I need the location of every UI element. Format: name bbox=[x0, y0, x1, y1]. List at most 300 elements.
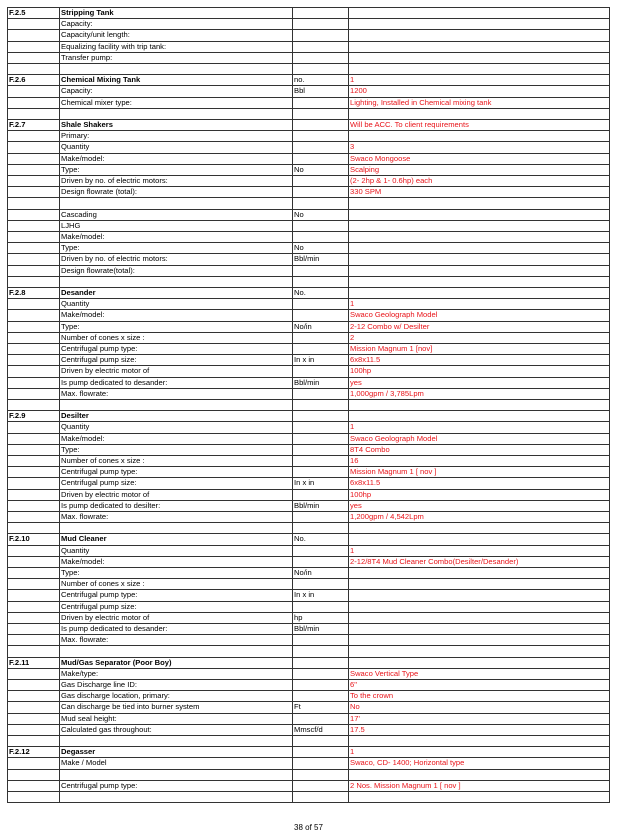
section-number bbox=[8, 366, 60, 377]
value: Scalping bbox=[349, 164, 610, 175]
item-label: Centrifugal pump type: bbox=[60, 590, 293, 601]
item-label: Centrifugal pump type: bbox=[60, 344, 293, 355]
value bbox=[349, 646, 610, 657]
unit: hp bbox=[293, 612, 349, 623]
value bbox=[349, 131, 610, 142]
section-header-row bbox=[8, 120, 610, 131]
table-row bbox=[8, 489, 610, 500]
value bbox=[349, 601, 610, 612]
value bbox=[349, 568, 610, 579]
value: Will be ACC. To client requirements bbox=[349, 120, 610, 131]
section-number: F.2.6 bbox=[8, 75, 60, 86]
item-label: Max. flowrate: bbox=[60, 512, 293, 523]
unit bbox=[293, 422, 349, 433]
unit: No/in bbox=[293, 568, 349, 579]
unit bbox=[293, 758, 349, 769]
unit bbox=[293, 792, 349, 803]
section-number bbox=[8, 467, 60, 478]
unit: no. bbox=[293, 75, 349, 86]
item-label: Chemical mixer type: bbox=[60, 97, 293, 108]
section-header-row bbox=[8, 75, 610, 86]
section-number bbox=[8, 758, 60, 769]
unit bbox=[293, 19, 349, 30]
item-label: Degasser bbox=[60, 747, 293, 758]
unit bbox=[293, 601, 349, 612]
table-row bbox=[8, 164, 610, 175]
item-label: Quantity bbox=[60, 545, 293, 556]
item-label: Make/model: bbox=[60, 556, 293, 567]
value: 2 bbox=[349, 332, 610, 343]
table-row bbox=[8, 276, 610, 287]
item-label: Centrifugal pump type: bbox=[60, 780, 293, 791]
section-header-row bbox=[8, 657, 610, 668]
unit bbox=[293, 299, 349, 310]
item-label: Is pump dedicated to desander: bbox=[60, 377, 293, 388]
section-number bbox=[8, 19, 60, 30]
unit: Bbl/min bbox=[293, 377, 349, 388]
unit bbox=[293, 366, 349, 377]
value: 330 SPM bbox=[349, 187, 610, 198]
item-label: Type: bbox=[60, 321, 293, 332]
unit: Bbl/min bbox=[293, 500, 349, 511]
table-row bbox=[8, 467, 610, 478]
value bbox=[349, 612, 610, 623]
item-label: Max. flowrate: bbox=[60, 635, 293, 646]
item-label bbox=[60, 108, 293, 119]
item-label: Centrifugal pump size: bbox=[60, 601, 293, 612]
section-number bbox=[8, 276, 60, 287]
unit: In x in bbox=[293, 355, 349, 366]
table-row bbox=[8, 556, 610, 567]
value bbox=[349, 534, 610, 545]
section-number bbox=[8, 176, 60, 187]
unit: No/in bbox=[293, 321, 349, 332]
section-number bbox=[8, 489, 60, 500]
table-row bbox=[8, 254, 610, 265]
section-number bbox=[8, 332, 60, 343]
section-number bbox=[8, 153, 60, 164]
value bbox=[349, 736, 610, 747]
section-number bbox=[8, 355, 60, 366]
section-number bbox=[8, 433, 60, 444]
unit: No bbox=[293, 243, 349, 254]
table-row bbox=[8, 624, 610, 635]
item-label: Desilter bbox=[60, 411, 293, 422]
value: 3 bbox=[349, 142, 610, 153]
table-row bbox=[8, 232, 610, 243]
value bbox=[349, 243, 610, 254]
section-number: F.2.7 bbox=[8, 120, 60, 131]
item-label: Capacity: bbox=[60, 86, 293, 97]
value: Swaco, CD- 1400; Horizontal type bbox=[349, 758, 610, 769]
section-number bbox=[8, 299, 60, 310]
table-row bbox=[8, 724, 610, 735]
section-number bbox=[8, 713, 60, 724]
section-number: F.2.10 bbox=[8, 534, 60, 545]
section-header-row bbox=[8, 411, 610, 422]
table-row bbox=[8, 366, 610, 377]
table-row bbox=[8, 769, 610, 780]
table-row bbox=[8, 601, 610, 612]
unit bbox=[293, 198, 349, 209]
section-number bbox=[8, 41, 60, 52]
table-row bbox=[8, 500, 610, 511]
unit bbox=[293, 52, 349, 63]
value bbox=[349, 220, 610, 231]
unit: No. bbox=[293, 288, 349, 299]
section-header-row bbox=[8, 534, 610, 545]
value: Swaco Geolograph Model bbox=[349, 310, 610, 321]
table-row bbox=[8, 176, 610, 187]
value: 1 bbox=[349, 75, 610, 86]
unit: No. bbox=[293, 534, 349, 545]
table-row bbox=[8, 52, 610, 63]
table-row bbox=[8, 344, 610, 355]
item-label: Stripping Tank bbox=[60, 8, 293, 19]
value bbox=[349, 209, 610, 220]
value bbox=[349, 579, 610, 590]
value bbox=[349, 108, 610, 119]
item-label: Mud seal height: bbox=[60, 713, 293, 724]
table-row bbox=[8, 680, 610, 691]
unit bbox=[293, 153, 349, 164]
table-row bbox=[8, 702, 610, 713]
item-label: Number of cones x size : bbox=[60, 332, 293, 343]
item-label: Type: bbox=[60, 568, 293, 579]
unit bbox=[293, 523, 349, 534]
section-number bbox=[8, 30, 60, 41]
section-number bbox=[8, 668, 60, 679]
item-label: Type: bbox=[60, 444, 293, 455]
table-row bbox=[8, 198, 610, 209]
table-row bbox=[8, 243, 610, 254]
value: 100hp bbox=[349, 366, 610, 377]
table-row bbox=[8, 568, 610, 579]
table-row bbox=[8, 187, 610, 198]
item-label: Type: bbox=[60, 164, 293, 175]
table-row bbox=[8, 332, 610, 343]
section-number bbox=[8, 243, 60, 254]
table-row bbox=[8, 736, 610, 747]
item-label: Driven by no. of electric motors: bbox=[60, 176, 293, 187]
unit bbox=[293, 276, 349, 287]
value: 1 bbox=[349, 299, 610, 310]
item-label bbox=[60, 736, 293, 747]
unit bbox=[293, 187, 349, 198]
unit: Bbl/min bbox=[293, 624, 349, 635]
section-number bbox=[8, 769, 60, 780]
table-row bbox=[8, 377, 610, 388]
value bbox=[349, 400, 610, 411]
section-number bbox=[8, 512, 60, 523]
table-row bbox=[8, 209, 610, 220]
value: 2-12/8T4 Mud Cleaner Combo(Desilter/Desander) bbox=[349, 556, 610, 567]
unit bbox=[293, 747, 349, 758]
value: No bbox=[349, 702, 610, 713]
value: Swaco Vertical Type bbox=[349, 668, 610, 679]
value bbox=[349, 523, 610, 534]
section-number bbox=[8, 456, 60, 467]
unit bbox=[293, 736, 349, 747]
section-number bbox=[8, 310, 60, 321]
section-number bbox=[8, 97, 60, 108]
section-number bbox=[8, 579, 60, 590]
item-label: Driven by no. of electric motors: bbox=[60, 254, 293, 265]
item-label bbox=[60, 769, 293, 780]
item-label: Chemical Mixing Tank bbox=[60, 75, 293, 86]
value bbox=[349, 276, 610, 287]
unit bbox=[293, 680, 349, 691]
section-number bbox=[8, 691, 60, 702]
unit bbox=[293, 512, 349, 523]
unit bbox=[293, 456, 349, 467]
section-number bbox=[8, 209, 60, 220]
value bbox=[349, 198, 610, 209]
item-label: Quantity bbox=[60, 299, 293, 310]
item-label: Make/model: bbox=[60, 232, 293, 243]
unit bbox=[293, 489, 349, 500]
value bbox=[349, 624, 610, 635]
section-number bbox=[8, 780, 60, 791]
item-label: Capacity/unit length: bbox=[60, 30, 293, 41]
section-number bbox=[8, 388, 60, 399]
item-label: Is pump dedicated to desander: bbox=[60, 624, 293, 635]
table-row bbox=[8, 512, 610, 523]
table-row bbox=[8, 400, 610, 411]
unit bbox=[293, 176, 349, 187]
unit bbox=[293, 467, 349, 478]
table-row bbox=[8, 713, 610, 724]
unit bbox=[293, 64, 349, 75]
value bbox=[349, 288, 610, 299]
item-label: Number of cones x size : bbox=[60, 456, 293, 467]
table-row bbox=[8, 310, 610, 321]
table-row bbox=[8, 668, 610, 679]
table-row bbox=[8, 758, 610, 769]
section-number bbox=[8, 635, 60, 646]
unit bbox=[293, 780, 349, 791]
value: yes bbox=[349, 500, 610, 511]
section-number bbox=[8, 556, 60, 567]
unit bbox=[293, 220, 349, 231]
section-number bbox=[8, 232, 60, 243]
item-label: Driven by electric motor of bbox=[60, 612, 293, 623]
item-label: Driven by electric motor of bbox=[60, 366, 293, 377]
table-row bbox=[8, 579, 610, 590]
section-number bbox=[8, 624, 60, 635]
section-number: F.2.12 bbox=[8, 747, 60, 758]
value: 100hp bbox=[349, 489, 610, 500]
item-label: Equalizing facility with trip tank: bbox=[60, 41, 293, 52]
item-label: Gas discharge location, primary: bbox=[60, 691, 293, 702]
value: 6x8x11.5 bbox=[349, 478, 610, 489]
section-number bbox=[8, 321, 60, 332]
section-number bbox=[8, 142, 60, 153]
unit: Bbl bbox=[293, 86, 349, 97]
value: 1200 bbox=[349, 86, 610, 97]
unit bbox=[293, 310, 349, 321]
unit bbox=[293, 131, 349, 142]
unit: Ft bbox=[293, 702, 349, 713]
value bbox=[349, 19, 610, 30]
item-label bbox=[60, 523, 293, 534]
item-label: Is pump dedicated to desilter: bbox=[60, 500, 293, 511]
item-label: Mud/Gas Separator (Poor Boy) bbox=[60, 657, 293, 668]
table-row bbox=[8, 265, 610, 276]
unit bbox=[293, 646, 349, 657]
value: 16 bbox=[349, 456, 610, 467]
table-row bbox=[8, 142, 610, 153]
section-number bbox=[8, 377, 60, 388]
table-row bbox=[8, 97, 610, 108]
table-row bbox=[8, 153, 610, 164]
section-number bbox=[8, 500, 60, 511]
section-number bbox=[8, 108, 60, 119]
value: Lighting, Installed in Chemical mixing tank bbox=[349, 97, 610, 108]
unit bbox=[293, 691, 349, 702]
value bbox=[349, 411, 610, 422]
item-label: Shale Shakers bbox=[60, 120, 293, 131]
table-row bbox=[8, 456, 610, 467]
table-row bbox=[8, 19, 610, 30]
unit bbox=[293, 713, 349, 724]
item-label: Centrifugal pump type: bbox=[60, 467, 293, 478]
item-label: Make/model: bbox=[60, 433, 293, 444]
unit: Bbl/min bbox=[293, 254, 349, 265]
unit: No bbox=[293, 209, 349, 220]
unit: Mmscf/d bbox=[293, 724, 349, 735]
item-label bbox=[60, 646, 293, 657]
value bbox=[349, 265, 610, 276]
section-number: F.2.11 bbox=[8, 657, 60, 668]
value: Mission Magnum 1 [ nov ] bbox=[349, 467, 610, 478]
item-label: Make/model: bbox=[60, 310, 293, 321]
value bbox=[349, 41, 610, 52]
page-number: 38 of 57 bbox=[294, 823, 323, 832]
value: 17' bbox=[349, 713, 610, 724]
item-label: Type: bbox=[60, 243, 293, 254]
item-label bbox=[60, 400, 293, 411]
section-number bbox=[8, 64, 60, 75]
section-number: F.2.5 bbox=[8, 8, 60, 19]
section-number bbox=[8, 792, 60, 803]
value bbox=[349, 8, 610, 19]
unit bbox=[293, 400, 349, 411]
table-row bbox=[8, 220, 610, 231]
value: 1 bbox=[349, 422, 610, 433]
item-label: Can discharge be tied into burner system bbox=[60, 702, 293, 713]
table-row bbox=[8, 355, 610, 366]
table-row bbox=[8, 635, 610, 646]
section-number bbox=[8, 601, 60, 612]
table-row bbox=[8, 64, 610, 75]
section-number bbox=[8, 590, 60, 601]
section-number bbox=[8, 646, 60, 657]
equipment-spec-table bbox=[7, 7, 610, 803]
unit bbox=[293, 344, 349, 355]
unit bbox=[293, 265, 349, 276]
unit bbox=[293, 30, 349, 41]
section-number bbox=[8, 680, 60, 691]
value bbox=[349, 792, 610, 803]
value bbox=[349, 52, 610, 63]
section-number bbox=[8, 568, 60, 579]
item-label: Transfer pump: bbox=[60, 52, 293, 63]
value: To the crown bbox=[349, 691, 610, 702]
table-row bbox=[8, 321, 610, 332]
item-label: Primary: bbox=[60, 131, 293, 142]
item-label: Cascading bbox=[60, 209, 293, 220]
table-row bbox=[8, 691, 610, 702]
section-number bbox=[8, 344, 60, 355]
section-number bbox=[8, 265, 60, 276]
unit bbox=[293, 97, 349, 108]
table-row bbox=[8, 792, 610, 803]
table-row bbox=[8, 299, 610, 310]
table-row bbox=[8, 478, 610, 489]
unit bbox=[293, 668, 349, 679]
unit bbox=[293, 556, 349, 567]
unit bbox=[293, 41, 349, 52]
value bbox=[349, 657, 610, 668]
item-label: Design flowrate(total): bbox=[60, 265, 293, 276]
value: 1,200gpm / 4,542Lpm bbox=[349, 512, 610, 523]
table-row bbox=[8, 422, 610, 433]
value: Mission Magnum 1 [nov] bbox=[349, 344, 610, 355]
spec-table-body bbox=[8, 8, 610, 803]
value bbox=[349, 64, 610, 75]
value: 17.5 bbox=[349, 724, 610, 735]
value: Swaco Geolograph Model bbox=[349, 433, 610, 444]
value bbox=[349, 590, 610, 601]
item-label: Capacity: bbox=[60, 19, 293, 30]
section-number bbox=[8, 545, 60, 556]
value: 1 bbox=[349, 545, 610, 556]
section-number bbox=[8, 736, 60, 747]
unit: No bbox=[293, 164, 349, 175]
section-header-row bbox=[8, 8, 610, 19]
item-label: Gas Discharge line ID: bbox=[60, 680, 293, 691]
unit: In x in bbox=[293, 478, 349, 489]
value bbox=[349, 769, 610, 780]
unit bbox=[293, 142, 349, 153]
section-number bbox=[8, 702, 60, 713]
item-label: Quantity bbox=[60, 142, 293, 153]
unit bbox=[293, 120, 349, 131]
section-number: F.2.8 bbox=[8, 288, 60, 299]
item-label bbox=[60, 792, 293, 803]
section-number bbox=[8, 220, 60, 231]
table-row bbox=[8, 523, 610, 534]
unit: In x in bbox=[293, 590, 349, 601]
unit bbox=[293, 769, 349, 780]
item-label: LJHG bbox=[60, 220, 293, 231]
item-label: Make / Model bbox=[60, 758, 293, 769]
unit bbox=[293, 579, 349, 590]
item-label: Max. flowrate: bbox=[60, 388, 293, 399]
value: 6" bbox=[349, 680, 610, 691]
value bbox=[349, 254, 610, 265]
unit bbox=[293, 635, 349, 646]
section-header-row bbox=[8, 747, 610, 758]
item-label: Make/model: bbox=[60, 153, 293, 164]
section-number bbox=[8, 400, 60, 411]
section-number bbox=[8, 478, 60, 489]
value: 8T4 Combo bbox=[349, 444, 610, 455]
value: 2-12 Combo w/ Desilter bbox=[349, 321, 610, 332]
unit bbox=[293, 545, 349, 556]
item-label: Make/type: bbox=[60, 668, 293, 679]
